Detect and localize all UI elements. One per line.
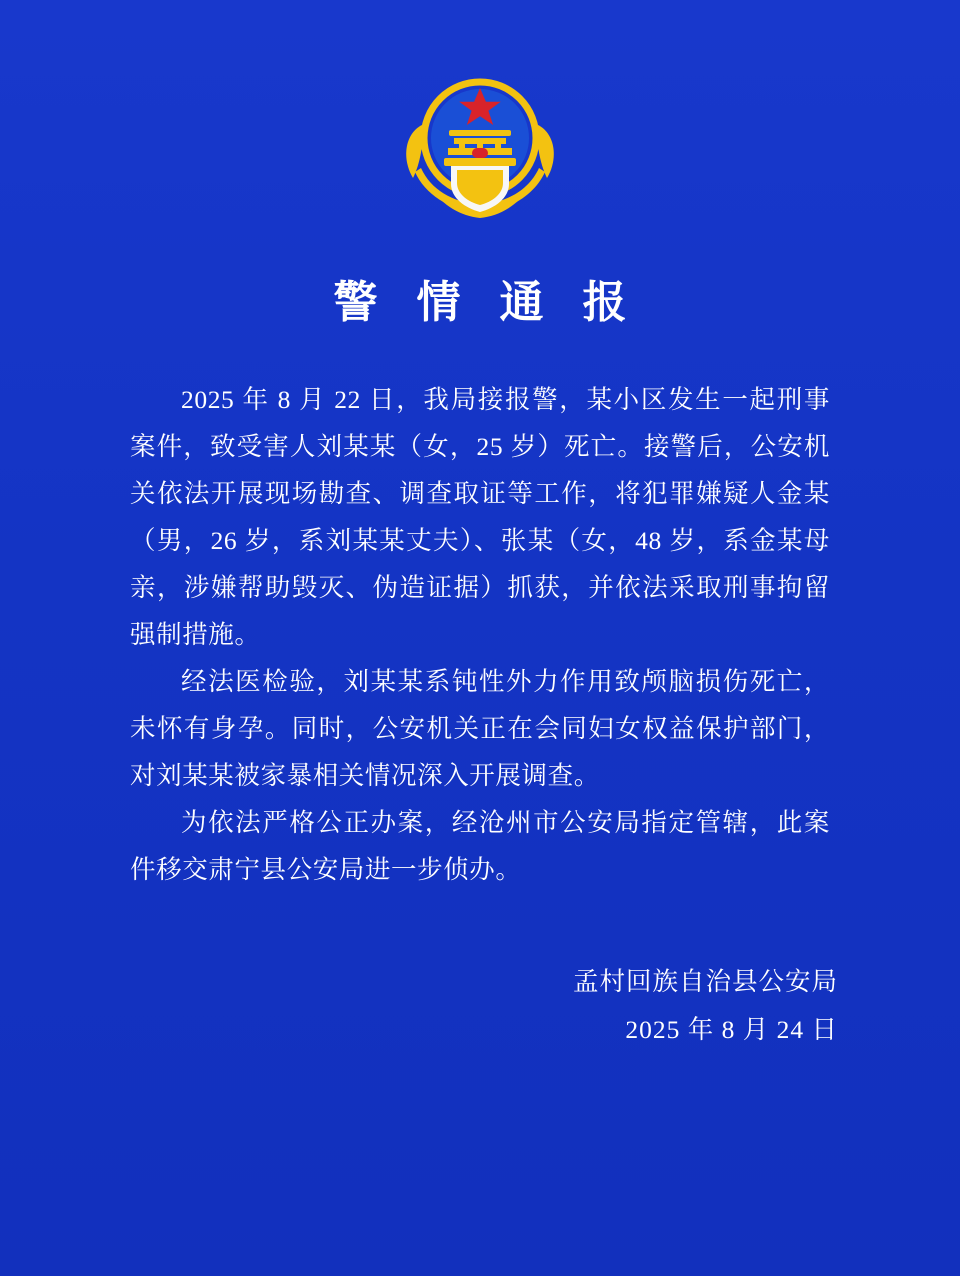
document-title: 警 情 通 报 xyxy=(333,278,641,327)
paragraph-3: 为依法严格公正办案，经沧州市公安局指定管辖，此案件移交肃宁县公安局进一步侦办。 xyxy=(130,808,830,884)
paragraph-1: 2025 年 8 月 22 日，我局接报警，某小区发生一起刑事案件，致受害人刘某某（女，25 岁）死亡。接警后，公安机关依法开展现场勘查、调查取证等工作，将犯罪嫌疑人金某（男，26 岁，系刘某某丈夫）、张某（女，48 岁，系金某母亲，涉嫌帮助毁灭、伪造证据）抓获，并依法采取刑事拘留强制措施。 xyxy=(130,385,830,649)
china-police-emblem xyxy=(391,62,569,232)
issue-date: 2025 年 8 月 24 日 xyxy=(625,1015,838,1044)
document-body xyxy=(130,376,830,893)
paragraph-2: 经法医检验，刘某某系钝性外力作用致颅脑损伤死亡，未怀有身孕。同时，公安机关正在会同妇女权益保护部门，对刘某某被家暴相关情况深入开展调查。 xyxy=(130,667,830,790)
emblem-container xyxy=(0,0,960,232)
issuing-organization: 孟村回族自治县公安局 xyxy=(572,967,838,996)
signature-block xyxy=(573,958,838,1054)
